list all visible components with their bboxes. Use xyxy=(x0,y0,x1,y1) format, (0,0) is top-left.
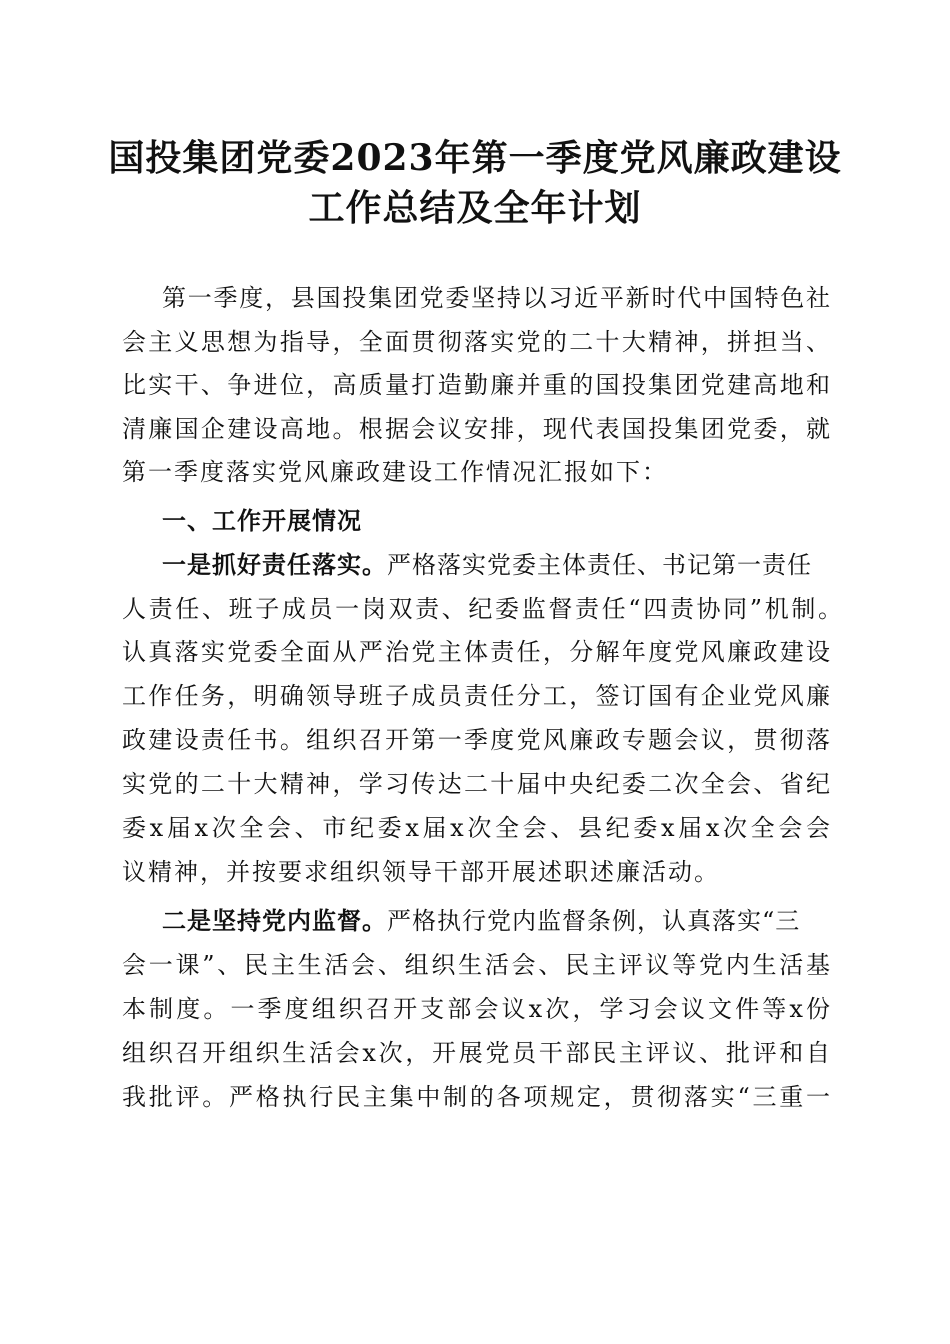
intro-line-5: 第一季度落实党风廉政建设工作情况汇报如下： xyxy=(122,458,668,486)
item1-line-7: 委x届x次全会、市纪委x届x次全会、县纪委x届x次全会会 xyxy=(122,814,830,842)
item1-line-6: 实党的二十大精神，学习传达二十届中央纪委二次全会、省纪 xyxy=(122,770,830,798)
item2-line-3: 本制度。一季度组织召开支部会议x次，学习会议文件等x份 xyxy=(122,995,830,1023)
item2-line-2: 会一课”、民主生活会、组织生活会、民主评议等党内生活基 xyxy=(122,951,830,979)
document-title-line-2: 工作总结及全年计划 xyxy=(308,187,642,229)
item1-line-4: 工作任务，明确领导班子成员责任分工，签订国有企业党风廉 xyxy=(122,682,830,710)
intro-line-4: 清廉国企建设高地。根据会议安排，现代表国投集团党委，就 xyxy=(122,415,830,443)
section-heading: 一、工作开展情况 xyxy=(162,507,362,535)
item2-line-1 xyxy=(122,901,830,941)
item1-line-2: 人责任、班子成员一岗双责、纪委监督责任“四责协同”机制。 xyxy=(122,595,842,623)
item2-line-5: 我批评。严格执行民主集中制的各项规定，贯彻落实“三重一 xyxy=(122,1083,830,1111)
item1-line-1 xyxy=(122,545,830,585)
item2-line-4: 组织召开组织生活会x次，开展党员干部民主评议、批评和自 xyxy=(122,1039,830,1067)
item2-line-1-text: 严格执行党内监督条例，认真落实“三 xyxy=(387,907,801,935)
item1-line-8: 议精神，并按要求组织领导干部开展述职述廉活动。 xyxy=(122,858,720,886)
intro-line-2: 会主义思想为指导，全面贯彻落实党的二十大精神，拼担当、 xyxy=(122,328,830,356)
item1-lead: 一是抓好责任落实。 xyxy=(162,550,387,579)
intro-line-3: 比实干、争进位，高质量打造勤廉并重的国投集团党建高地和 xyxy=(122,371,830,399)
item2-lead: 二是坚持党内监督。 xyxy=(162,906,387,935)
item1-line-1-text: 严格落实党委主体责任、书记第一责任 xyxy=(387,551,812,579)
item1-line-3: 认真落实党委全面从严治党主体责任，分解年度党风廉政建设 xyxy=(122,638,830,666)
intro-line-1: 第一季度，县国投集团党委坚持以习近平新时代中国特色社 xyxy=(162,284,830,312)
item1-line-5: 政建设责任书。组织召开第一季度党风廉政专题会议，贯彻落 xyxy=(122,726,830,754)
document-title-line-1: 国投集团党委2023年第一季度党风廉政建设 xyxy=(108,137,842,179)
